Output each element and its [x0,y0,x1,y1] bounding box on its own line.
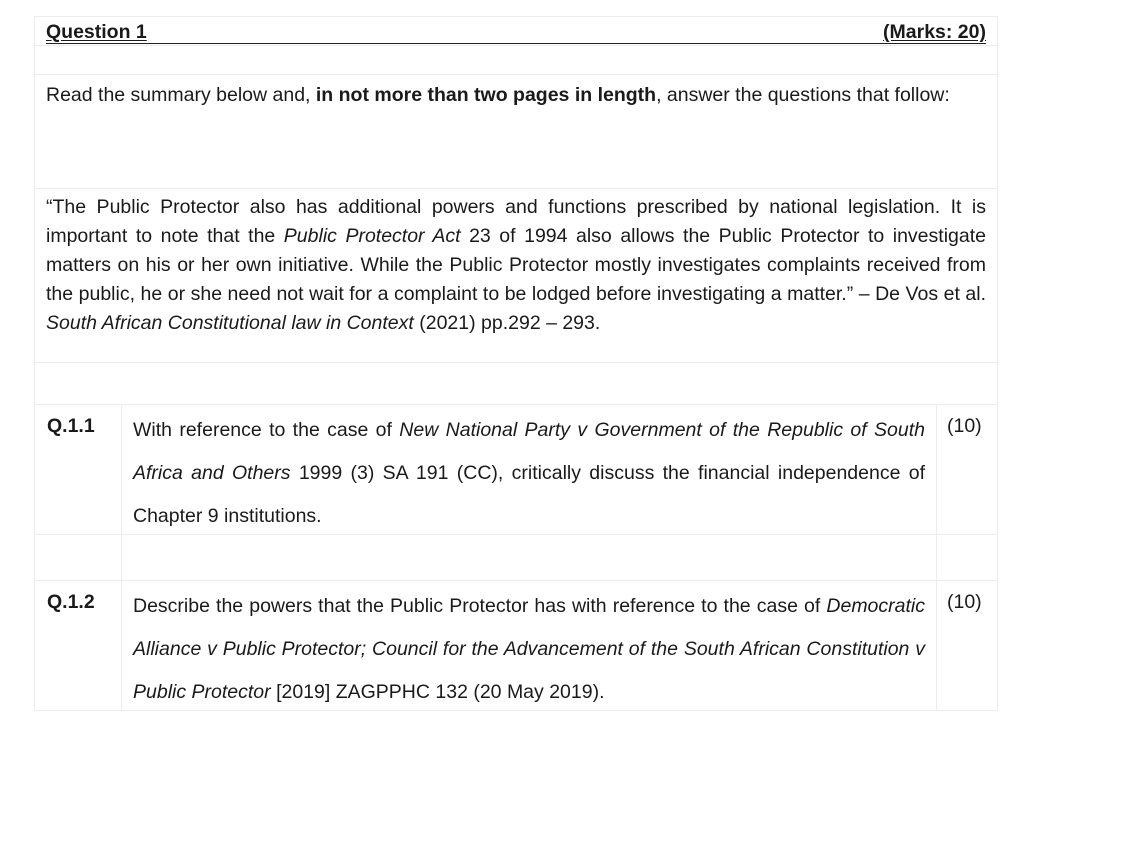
summary-quote-row [34,189,998,363]
question-text [122,405,937,534]
instructions-text [35,75,997,110]
quote-text-2: 23 of 1994 also allows the Public Protector to investigate matters on his or her own initiative. While the Public Protector mostly investigates complaints received from the public, he or she need not wait for a complaint to be lodged before investigating a matter.” – De Vos et al. [46,225,986,305]
question-row-1-2 [34,581,998,711]
instructions-text-end: , answer the questions that follow: [656,84,950,106]
question-text-start: Describe the powers that the Public Protector has with reference to the case of [133,595,827,617]
summary-quote [35,189,997,338]
quote-book-title: South African Constitutional law in Context [46,312,414,334]
question-number: Q.1.1 [35,405,122,534]
document-page [34,16,998,711]
question-header [46,21,986,44]
question-text-end: 1999 (3) SA 191 (CC), critically discuss the financial independence of Chapter 9 institutions. [133,462,926,527]
question-title: Question 1 [46,21,147,43]
question-spacer-row [34,535,998,581]
instructions-row [34,75,998,189]
question-header-row [34,16,998,46]
question-marks: (Marks: 20) [883,21,986,43]
question-marks: (10) [947,415,982,437]
instructions-text-start: Read the summary below and, [46,84,316,106]
instructions-length-limit: in not more than two pages in length [315,84,657,106]
question-text-start: With reference to the case of [133,419,400,441]
question-row-1-1 [34,405,998,535]
quote-text-3: (2021) pp.292 – 293. [413,312,601,334]
question-marks: (10) [947,591,982,613]
question-text [122,581,937,710]
spacer-row [34,363,998,405]
case-name: New National Party v Government of the Republic of South Africa and Others [133,419,926,484]
case-name: Democratic Alliance v Public Protector; Council for the Advancement of the South African Constitution v Public Protector [133,595,925,703]
question-text-end: [2019] ZAGPPHC 132 (20 May 2019). [270,681,605,703]
quote-text-1: “The Public Protector also has additional powers and functions prescribed by national legislation. It is important to note that the [46,196,986,247]
spacer-row [34,46,998,75]
question-number: Q.1.2 [35,581,122,710]
quote-act-name: Public Protector Act [283,225,461,247]
